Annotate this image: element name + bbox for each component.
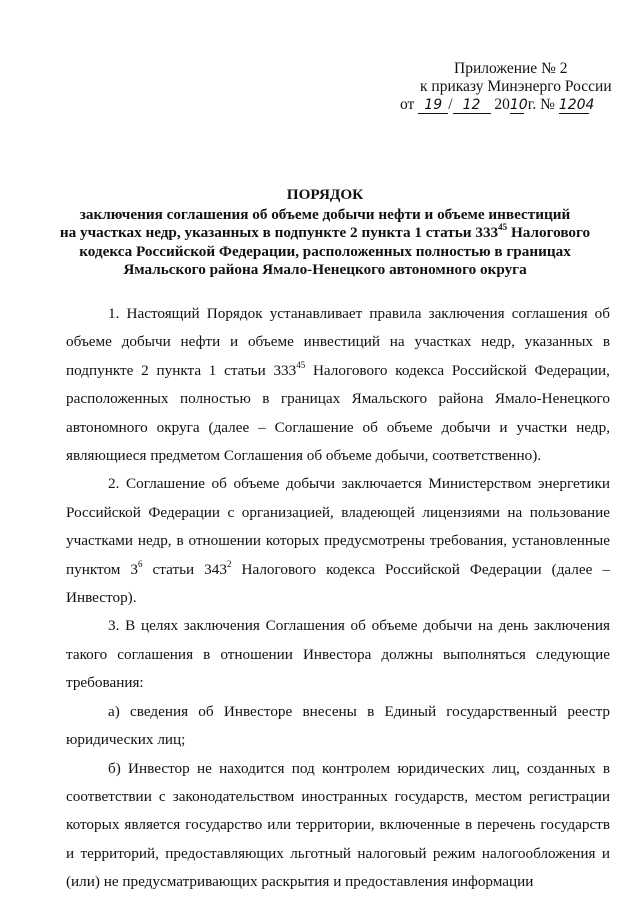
paragraph-3a: а) сведения об Инвесторе внесены в Единый государственный реестр юридических лиц; (66, 702, 610, 749)
title-line-2-text: на участках недр, указанных в подпункте 2 пункта 1 статьи 333 (59, 224, 499, 241)
title-superscript: 45 (498, 221, 508, 232)
title-line-4: Ямальского района Ямало-Ненецкого автономного округа (123, 261, 527, 278)
paragraph-3b: б) Инвестор не находится под контролем юридических лиц, созданных в соответствии с законодательством иностранных государств, местом регистрации которых является государство или территории, включенные в перечень государств и территорий, предоставляющих льготный налоговый режим налогообложения и (или) не предусматривающих раскрытия и предоставления информации (66, 759, 610, 891)
paragraph-2-superscript-2: 2 (226, 558, 232, 569)
paragraph-2-superscript-1: 6 (138, 558, 143, 569)
annex-number: Приложение № 2 (454, 60, 568, 77)
paragraph-1 (66, 300, 610, 470)
title-main: ПОРЯДОК (286, 186, 364, 203)
document-body (66, 300, 610, 897)
number-label: г. № (527, 96, 555, 113)
paragraph-1-superscript: 45 (296, 359, 306, 370)
title-line-3: кодекса Российской Федерации, расположенных полностью в границах (79, 242, 571, 260)
document-title (40, 186, 610, 280)
paragraph-2-mid: статьи 343 (142, 560, 227, 578)
paragraph-2 (66, 470, 610, 612)
annex-from-label: от (400, 96, 415, 113)
annex-header (400, 60, 630, 114)
year-prefix: 20 (494, 96, 510, 113)
date-separator: / (448, 96, 453, 113)
handwritten-order-number: 1204 (558, 97, 595, 113)
title-line-2 (40, 221, 610, 243)
paragraph-2-text: 2. Соглашение об объеме добычи заключается Министерством энергетики Российской Федерации с организацией, владеющей лицензиями на пользование участками недр, в отношении которых предусмотрены требования, установленные пунктом 3 (66, 475, 610, 578)
annex-order-ref: к приказу Минэнерго России (420, 78, 612, 95)
paragraph-1-text: 1. Настоящий Порядок устанавливает правила заключения соглашения об объеме добычи нефти и объеме инвестиций на участках недр, указанных в подпункте 2 пункта 1 статьи 333 (66, 305, 610, 379)
annex-date-line (400, 96, 630, 114)
paragraph-1-tail: Налогового кодекса Российской Федерации, расположенных полностью в границах Ямальского района Ямало-Ненецкого автономного округа (далее – Соглашение об объеме добычи и участки недр, являющиеся предметом Соглашения об объеме добычи, соответственно). (66, 361, 610, 465)
paragraph-2-tail: Налогового кодекса Российской Федерации (далее – Инвестор). (66, 560, 610, 607)
handwritten-month: 12 (453, 97, 491, 114)
handwritten-day: 19 (418, 97, 448, 114)
title-line-2-tail: Налогового (507, 224, 591, 241)
handwritten-year: 10 (509, 97, 528, 113)
title-line-1: заключения соглашения об объеме добычи нефти и объеме инвестиций (79, 205, 571, 223)
paragraph-3: 3. В целях заключения Соглашения об объеме добычи на день заключения такого соглашения в отношении Инвестора должны выполняться следующие требования: (66, 617, 610, 692)
